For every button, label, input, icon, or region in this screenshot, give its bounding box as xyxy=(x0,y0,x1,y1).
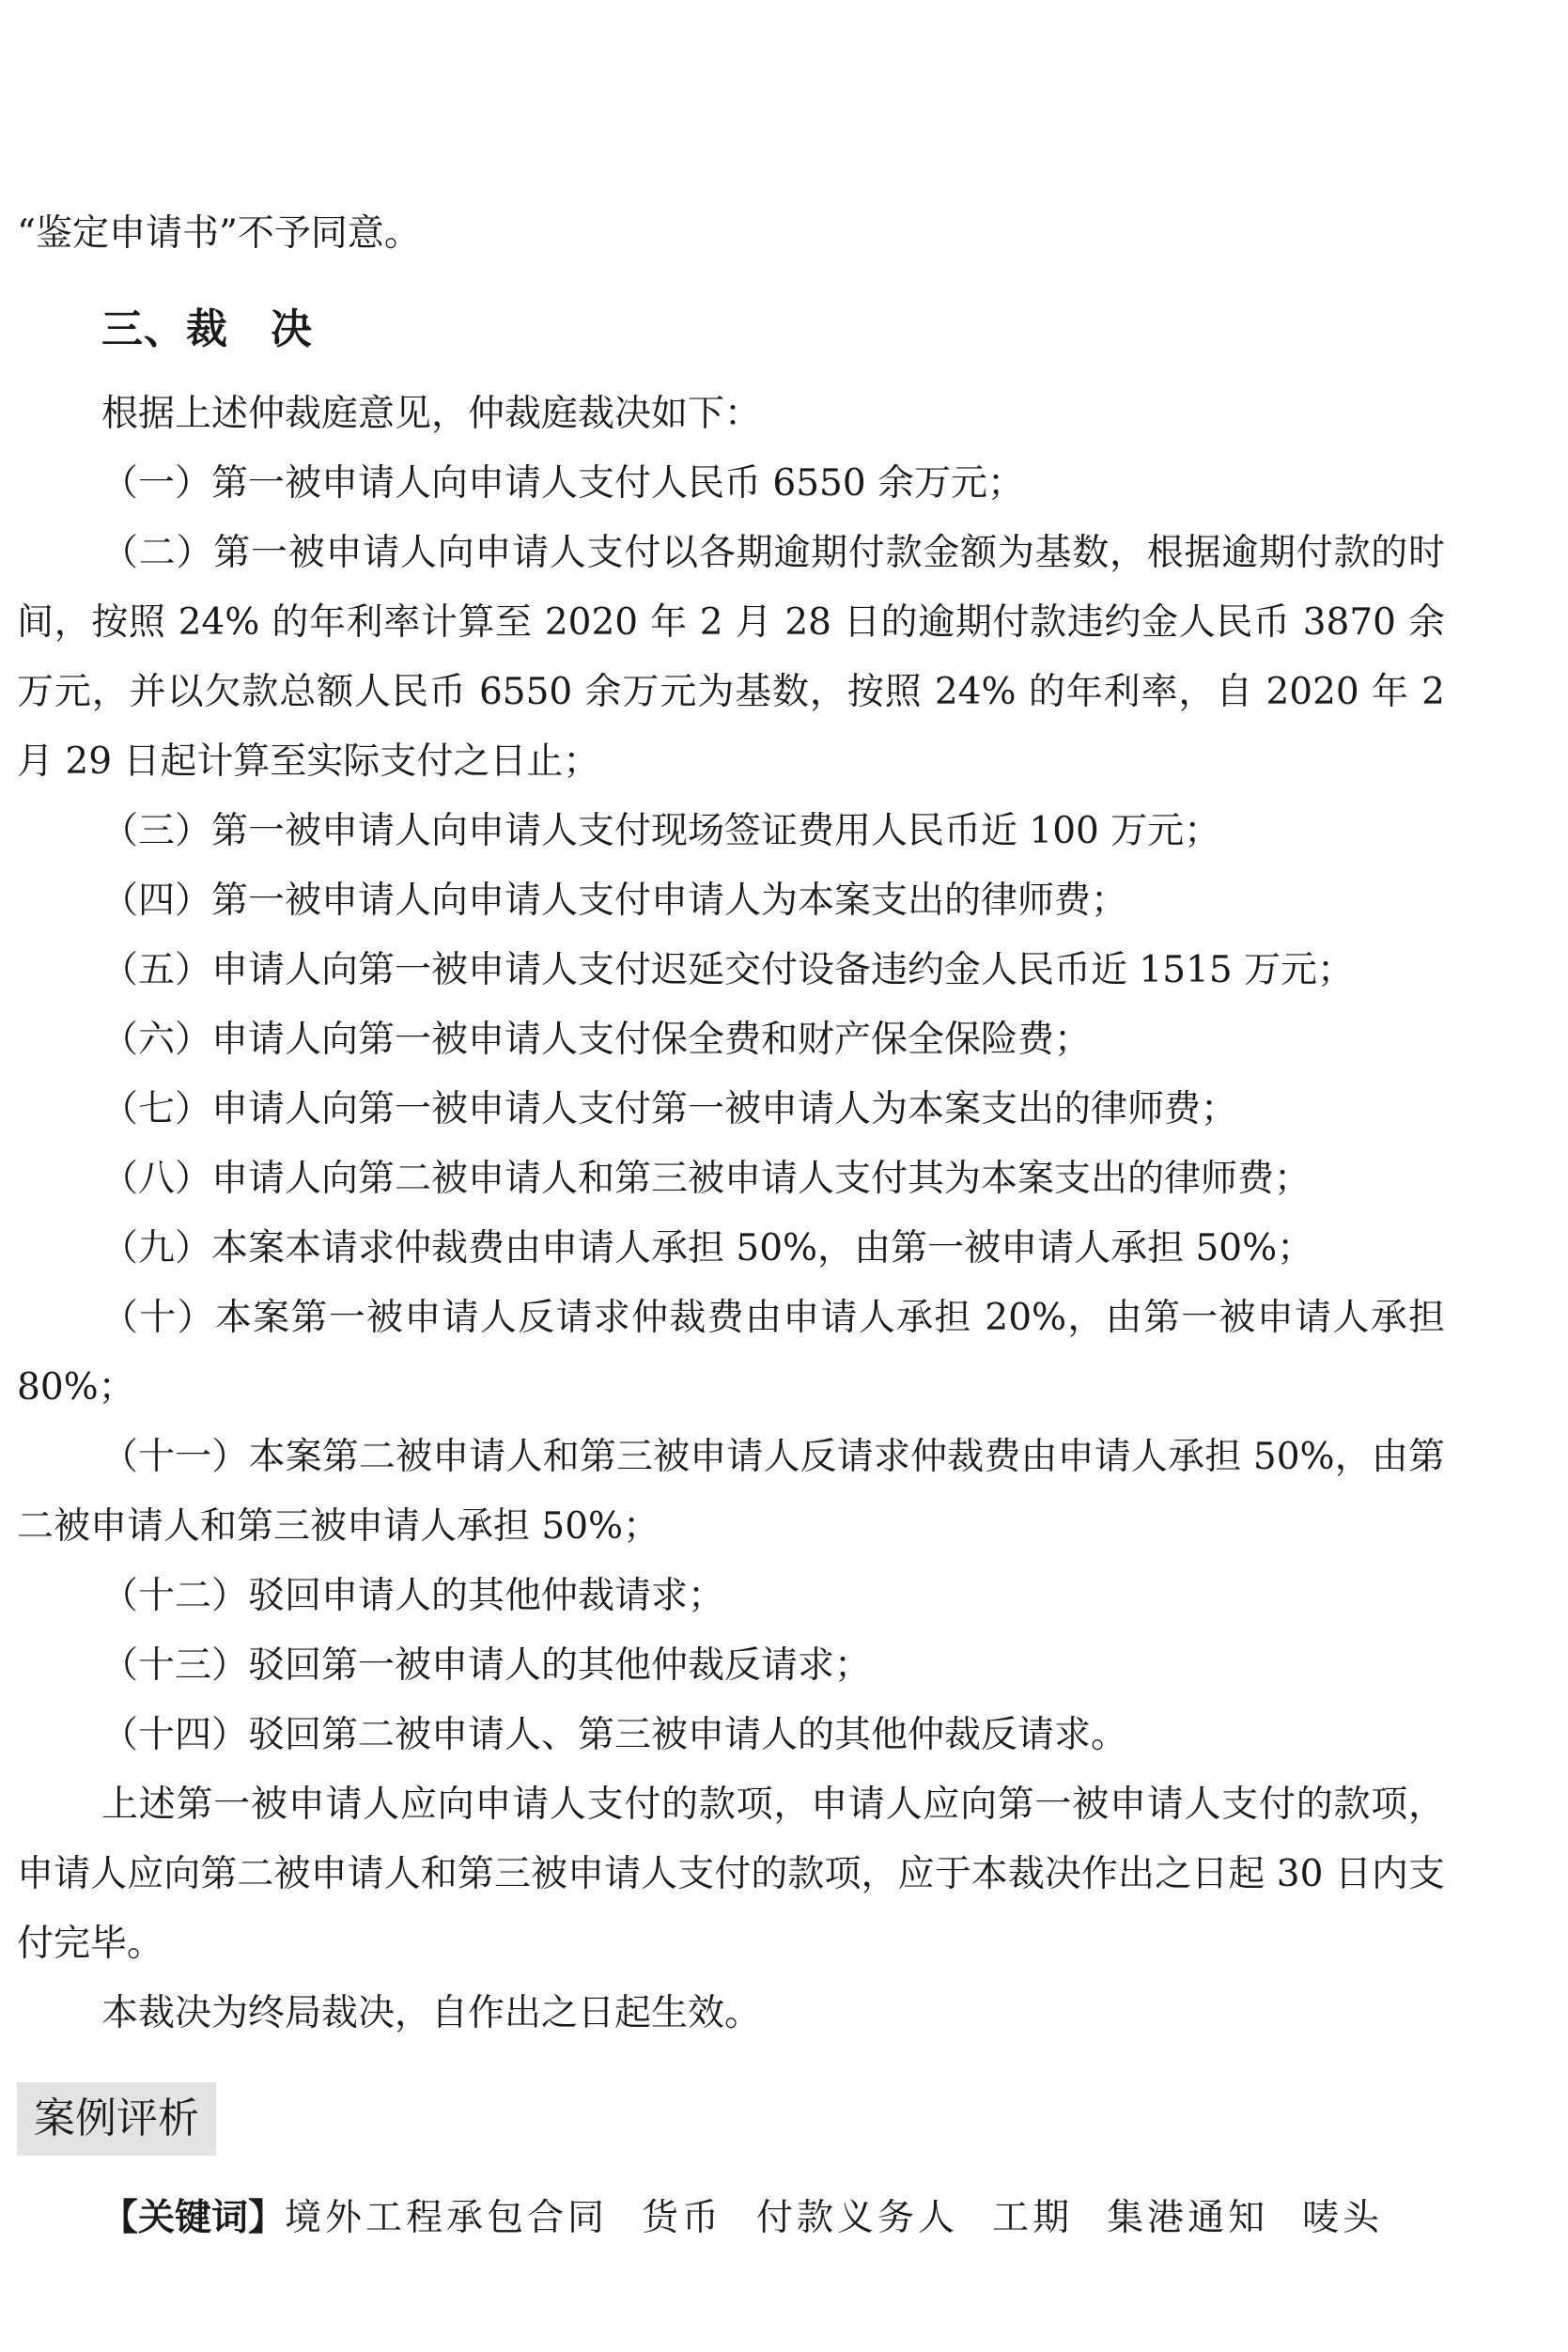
keyword: 集港通知 xyxy=(1107,2197,1269,2239)
keyword: 唛头 xyxy=(1302,2197,1384,2239)
award-item: （十四）驳回第二被申请人、第三被申请人的其他仲裁反请求。 xyxy=(101,1714,1128,1756)
award-item: （三）第一被申请人向申请人支付现场签证费用人民币近 100 万元； xyxy=(101,810,1221,852)
award-item: （五）申请人向第一被申请人支付迟延交付设备违约金人民币近 1515 万元； xyxy=(101,949,1355,991)
award-intro: 根据上述仲裁庭意见，仲裁庭裁决如下： xyxy=(101,393,762,435)
award-item: （二）第一被申请人向申请人支付以各期逾期付款金额为基数，根据逾期付款的时间，按照 24% 的年利率计算至 2020 年 2 月 28 日的逾期付款违约金人民币 3870 余万元，并以欠款总额人民币 6550 余万元为基数，按照 24% 的年利率，自 2020 年 2 月 29 日起计算至实际支付之日止； xyxy=(17,532,1445,783)
award-item: （九）本案本请求仲裁费由申请人承担 50%，由第一被申请人承担 50%； xyxy=(101,1227,1314,1269)
keyword: 境外工程承包合同 xyxy=(285,2197,609,2239)
award-item: （十三）驳回第一被申请人的其他仲裁反请求； xyxy=(101,1644,872,1687)
case-analysis-heading: 案例评析 xyxy=(17,2082,216,2156)
award-items xyxy=(17,449,1445,1770)
award-item: （四）第一被申请人向申请人支付申请人为本案支出的律师费； xyxy=(101,880,1128,922)
award-item: （十二）驳回申请人的其他仲裁请求； xyxy=(101,1575,725,1617)
award-item: （十）本案第一被申请人反请求仲裁费由申请人承担 20%，由第一被申请人承担 80%； xyxy=(17,1297,1445,1409)
award-item: （七）申请人向第一被申请人支付第一被申请人为本案支出的律师费； xyxy=(101,1088,1238,1130)
final-paragraph: 本裁决为终局裁决，自作出之日起生效。 xyxy=(101,1992,762,2034)
keyword: 付款义务人 xyxy=(756,2197,959,2239)
award-item: （八）申请人向第二被申请人和第三被申请人支付其为本案支出的律师费； xyxy=(101,1158,1312,1200)
document-body xyxy=(17,199,1445,2253)
payment-paragraph: 上述第一被申请人应向申请人支付的款项，申请人应向第一被申请人支付的款项，申请人应向第二被申请人和第三被申请人支付的款项，应于本裁决作出之日起 30 日内支付完毕。 xyxy=(17,1783,1445,1965)
award-item: （六）申请人向第一被申请人支付保全费和财产保全保险费； xyxy=(101,1019,1092,1061)
keyword: 货币 xyxy=(642,2197,723,2239)
keyword: 工期 xyxy=(992,2197,1074,2239)
section-heading: 三、裁 决 xyxy=(101,305,313,353)
keywords-label: 【关键词】 xyxy=(101,2197,286,2239)
award-item: （一）第一被申请人向申请人支付人民币 6550 余万元； xyxy=(101,462,1025,505)
lead-line: “鉴定申请书”不予同意。 xyxy=(17,212,421,255)
keywords-line xyxy=(17,2184,1445,2253)
award-item: （十一）本案第二被申请人和第三被申请人反请求仲裁费由申请人承担 50%，由第二被申请人和第三被申请人承担 50%； xyxy=(17,1436,1445,1548)
